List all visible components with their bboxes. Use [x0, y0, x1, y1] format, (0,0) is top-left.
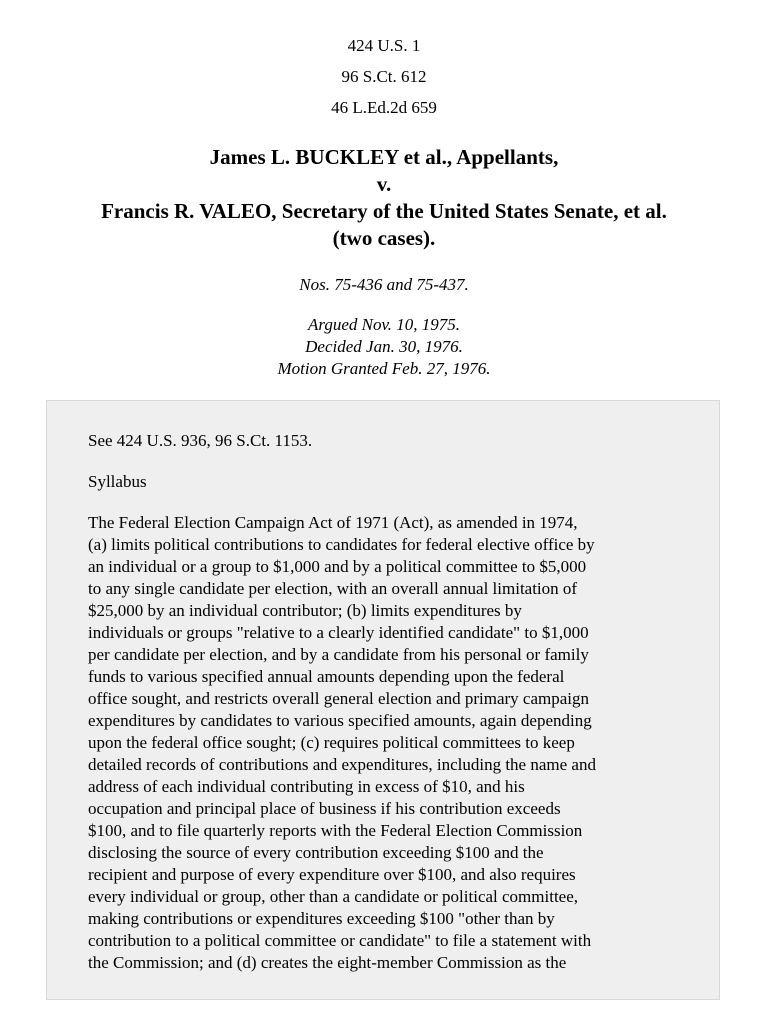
syllabus-line: disclosing the source of every contribution exceeding $100 and the [88, 843, 544, 862]
syllabus-line: an individual or a group to $1,000 and by a political committee to $5,000 [88, 557, 587, 576]
syllabus-line: the Commission; and (d) creates the eight-member Commission as the [88, 953, 567, 972]
citation-supreme-court-reporter: 96 S.Ct. 612 [341, 67, 427, 86]
syllabus-heading: Syllabus [88, 472, 147, 491]
opinion-panel [46, 400, 720, 1000]
syllabus-line: funds to various specified annual amounts depending upon the federal [88, 667, 565, 686]
syllabus-line: $25,000 by an individual contributor; (b) limits expenditures by [88, 601, 522, 620]
syllabus-line: recipient and purpose of every expenditure over $100, and also requires [88, 865, 576, 884]
caption-appellees: Francis R. VALEO, Secretary of the United States Senate, et al. [101, 199, 667, 223]
citation-us-reports: 424 U.S. 1 [347, 36, 421, 55]
caption-two-cases: (two cases). [332, 226, 436, 250]
case-caption [0, 144, 768, 252]
syllabus-line: (a) limits political contributions to candidates for federal elective office by [88, 535, 595, 554]
syllabus-line: per candidate per election, and by a candidate from his personal or family [88, 645, 589, 664]
date-argued: Argued Nov. 10, 1975. [307, 315, 461, 334]
caption-appellants: James L. BUCKLEY et al., Appellants, [209, 145, 559, 169]
syllabus-line: occupation and principal place of business if his contribution exceeds [88, 799, 561, 818]
citations [0, 34, 768, 127]
syllabus-line: to any single candidate per election, with an overall annual limitation of [88, 579, 578, 598]
syllabus-line: office sought, and restricts overall general election and primary campaign [88, 689, 589, 708]
syllabus-line: upon the federal office sought; (c) requires political committees to keep [88, 733, 575, 752]
syllabus-line: expenditures by candidates to various specified amounts, again depending [88, 711, 592, 730]
date-decided: Decided Jan. 30, 1976. [305, 337, 463, 356]
syllabus-line: every individual or group, other than a candidate or political committee, [88, 887, 579, 906]
syllabus-body [88, 512, 708, 974]
syllabus-line: The Federal Election Campaign Act of 1971 (Act), as amended in 1974, [88, 513, 578, 532]
syllabus-line: $100, and to file quarterly reports with the Federal Election Commission [88, 821, 583, 840]
syllabus-line: making contributions or expenditures exceeding $100 "other than by [88, 909, 555, 928]
caption-versus: v. [376, 172, 392, 196]
date-motion-granted: Motion Granted Feb. 27, 1976. [277, 359, 491, 378]
see-also-citation: See 424 U.S. 936, 96 S.Ct. 1153. [88, 431, 313, 450]
docket-numbers: Nos. 75-436 and 75-437. [299, 275, 469, 294]
syllabus-line: address of each individual contributing in excess of $10, and his [88, 777, 525, 796]
case-dates [0, 314, 768, 380]
syllabus-line: individuals or groups "relative to a clearly identified candidate" to $1,000 [88, 623, 589, 642]
citation-lawyers-edition: 46 L.Ed.2d 659 [331, 98, 437, 117]
syllabus-line: detailed records of contributions and expenditures, including the name and [88, 755, 596, 774]
syllabus-line: contribution to a political committee or candidate" to file a statement with [88, 931, 592, 950]
